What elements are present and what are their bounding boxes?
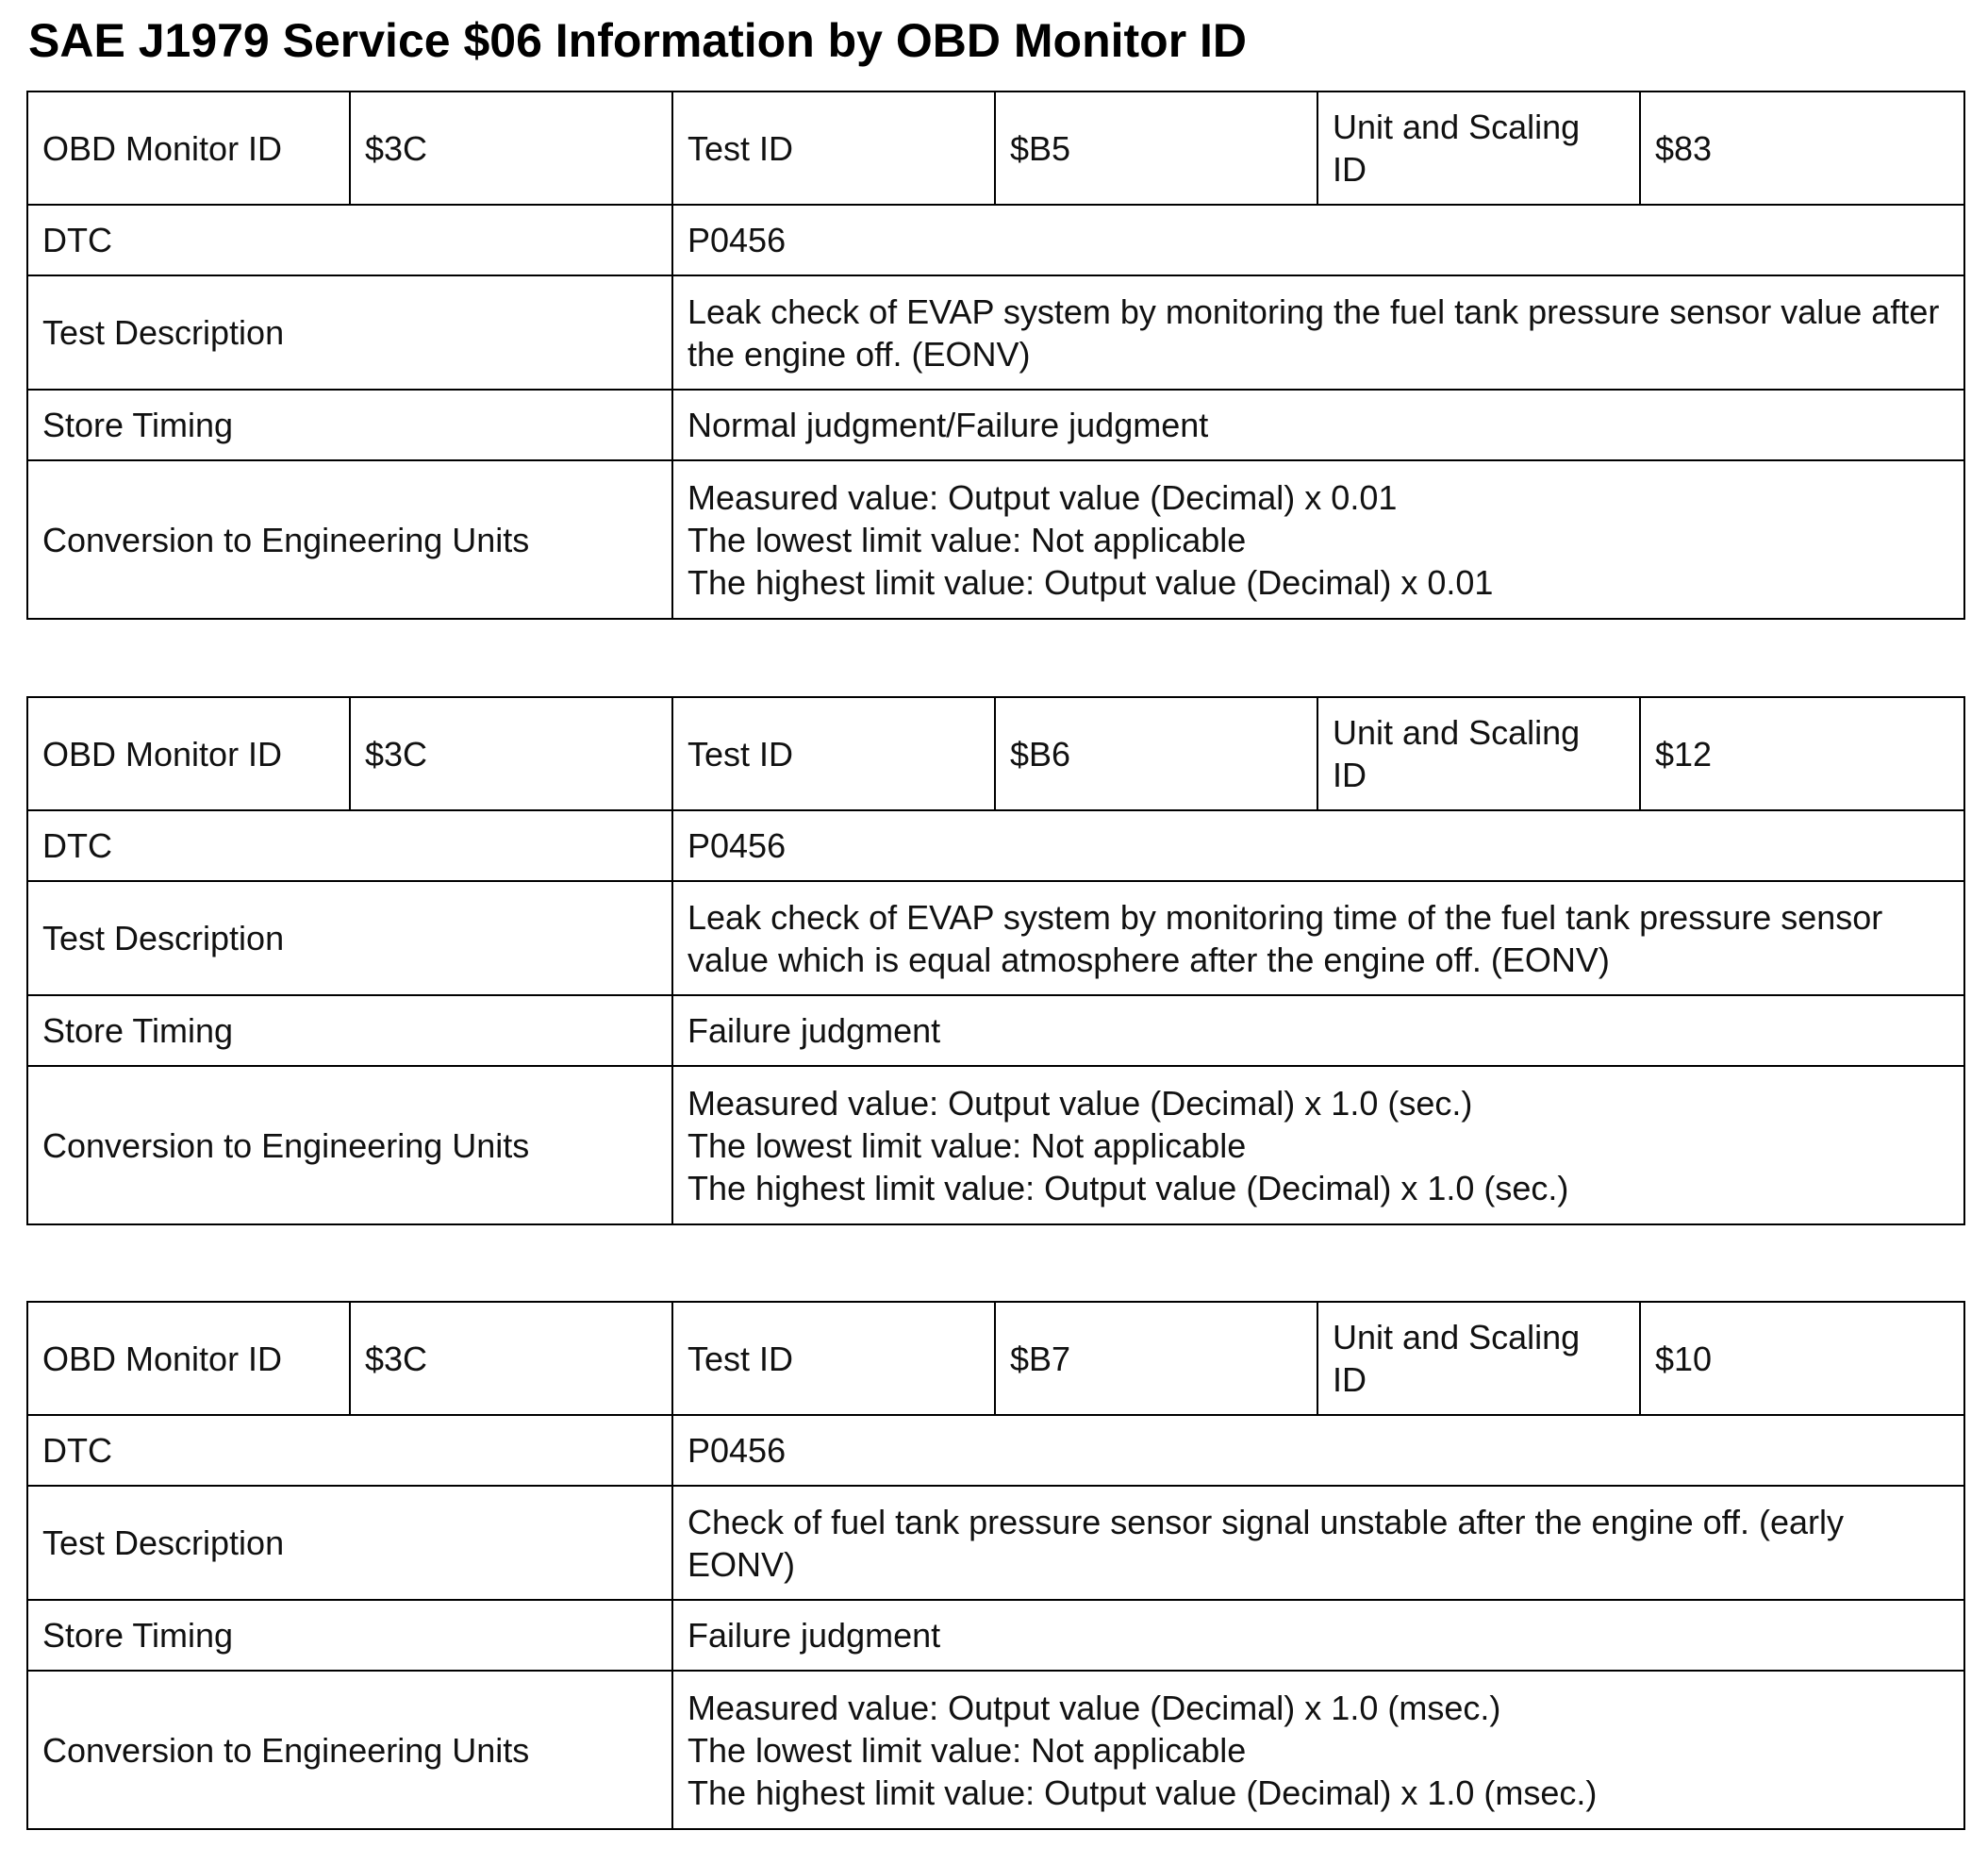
dtc-label: DTC [27,810,672,881]
conversion-lowest-limit: The lowest limit value: Not applicable [688,520,1247,559]
test-id-label: Test ID [672,697,995,810]
test-description-value: Leak check of EVAP system by monitoring time of the fuel tank pressure sensor value which is equal atmosphere after the engine off. (EONV) [672,881,1964,995]
monitor-table-b5 [26,91,1965,620]
table-row-store-timing [27,390,1964,460]
conversion-label: Conversion to Engineering Units [27,460,672,619]
conversion-value [672,460,1964,619]
store-timing-label: Store Timing [27,995,672,1066]
conversion-value [672,1066,1964,1224]
monitor-table-b7 [26,1301,1965,1830]
unit-scaling-id-value: $12 [1640,697,1964,810]
test-description-value: Check of fuel tank pressure sensor signal unstable after the engine off. (early EONV) [672,1486,1964,1600]
conversion-measured: Measured value: Output value (Decimal) x 0.01 [688,477,1398,517]
store-timing-label: Store Timing [27,1600,672,1671]
obd-monitor-id-label: OBD Monitor ID [27,697,350,810]
obd-monitor-id-value: $3C [350,1302,672,1415]
obd-monitor-id-label: OBD Monitor ID [27,1302,350,1415]
page-title: SAE J1979 Service $06 Information by OBD Monitor ID [28,14,1248,67]
table-row-dtc [27,205,1964,275]
conversion-value [672,1671,1964,1829]
monitor-table-b6 [26,696,1965,1225]
dtc-value: P0456 [672,1415,1964,1486]
test-description-label: Test Description [27,881,672,995]
table-row-conversion [27,1066,1964,1224]
unit-scaling-id-label: Unit and Scaling ID [1317,1302,1640,1415]
table-row-dtc [27,810,1964,881]
conversion-lowest-limit: The lowest limit value: Not applicable [688,1125,1247,1165]
conversion-label: Conversion to Engineering Units [27,1671,672,1829]
table-row-store-timing [27,1600,1964,1671]
test-description-value: Leak check of EVAP system by monitoring the fuel tank pressure sensor value after the engine off. (EONV) [672,275,1964,390]
conversion-label: Conversion to Engineering Units [27,1066,672,1224]
table-row-ids [27,697,1964,810]
conversion-highest-limit: The highest limit value: Output value (Decimal) x 1.0 (sec.) [688,1168,1569,1207]
table-row-description [27,275,1964,390]
dtc-value: P0456 [672,205,1964,275]
test-description-label: Test Description [27,275,672,390]
test-id-value: $B5 [995,92,1317,205]
test-id-label: Test ID [672,92,995,205]
test-description-label: Test Description [27,1486,672,1600]
store-timing-label: Store Timing [27,390,672,460]
unit-scaling-id-label: Unit and Scaling ID [1317,697,1640,810]
dtc-value: P0456 [672,810,1964,881]
unit-scaling-id-value: $10 [1640,1302,1964,1415]
dtc-label: DTC [27,205,672,275]
obd-monitor-id-label: OBD Monitor ID [27,92,350,205]
conversion-measured: Measured value: Output value (Decimal) x 1.0 (sec.) [688,1083,1473,1123]
test-id-value: $B6 [995,697,1317,810]
conversion-highest-limit: The highest limit value: Output value (Decimal) x 1.0 (msec.) [688,1772,1598,1812]
dtc-label: DTC [27,1415,672,1486]
store-timing-value: Failure judgment [672,1600,1964,1671]
conversion-lowest-limit: The lowest limit value: Not applicable [688,1730,1247,1770]
unit-scaling-id-label: Unit and Scaling ID [1317,92,1640,205]
test-id-value: $B7 [995,1302,1317,1415]
table-row-conversion [27,1671,1964,1829]
store-timing-value: Failure judgment [672,995,1964,1066]
table-row-dtc [27,1415,1964,1486]
table-row-ids [27,92,1964,205]
table-row-description [27,1486,1964,1600]
store-timing-value: Normal judgment/Failure judgment [672,390,1964,460]
obd-monitor-id-value: $3C [350,697,672,810]
conversion-measured: Measured value: Output value (Decimal) x 1.0 (msec.) [688,1688,1501,1727]
table-row-description [27,881,1964,995]
conversion-highest-limit: The highest limit value: Output value (Decimal) x 0.01 [688,562,1494,602]
table-row-conversion [27,460,1964,619]
table-row-ids [27,1302,1964,1415]
unit-scaling-id-value: $83 [1640,92,1964,205]
test-id-label: Test ID [672,1302,995,1415]
obd-monitor-id-value: $3C [350,92,672,205]
table-row-store-timing [27,995,1964,1066]
